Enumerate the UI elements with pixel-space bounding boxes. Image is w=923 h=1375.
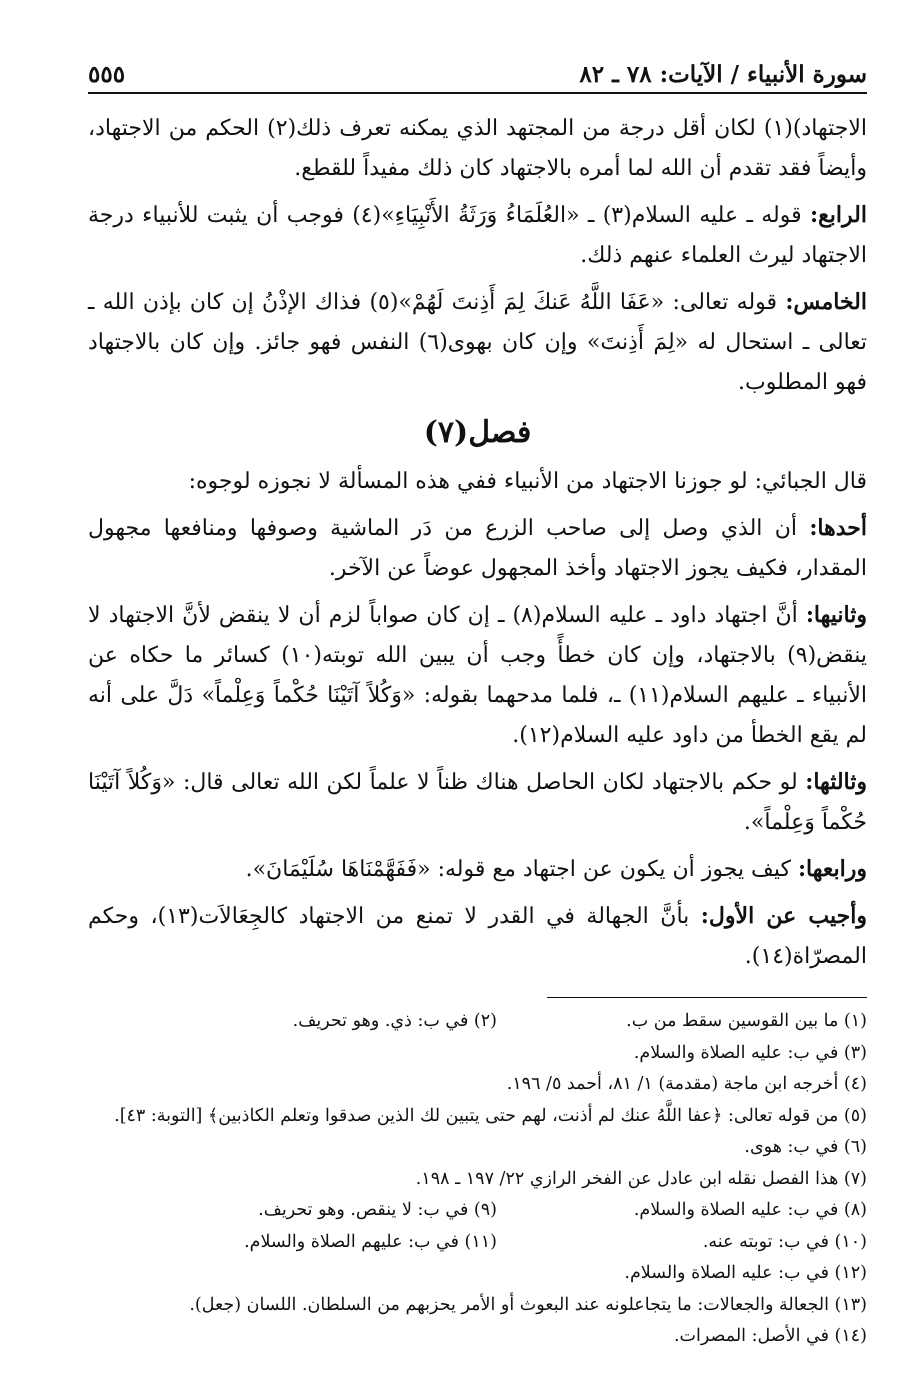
footnote-divider [547, 997, 867, 998]
footnote: (٣) في ب: عليه الصلاة والسلام. [633, 1042, 867, 1063]
main-text [88, 108, 867, 977]
paragraph [88, 508, 867, 589]
paragraph-text: أنَّ اجتهاد داود ـ عليه السلام(٨) ـ إن كان صواباً لزم أن لا ينقض لأنَّ الاجتهاد لا ينقض(٩) بالاجتهاد، وإن كان خطأً وجب أن يبين الله توبته(١٠) كسائر ما حكاه عن الأنبياء ـ عليهم السلام(١١) ـ، فلما مدحهما بقوله: «وَكُلاً آتَيْنَا حُكْماً وَعِلْماً» دَلَّ على أنه لم يقع الخطأ من داود عليه السلام(١٢). [88, 603, 867, 748]
paragraph-lead: ورابعها: [797, 856, 867, 882]
paragraph-text: بأنَّ الجهالة في القدر لا تمنع من الاجتهاد كالجِعَالاَت(١٣)، وحكم المصرّاة(١٤). [88, 904, 867, 969]
footnote-row [88, 1227, 867, 1259]
footnote: (٦) في ب: هوى. [744, 1137, 867, 1157]
paragraph-lead: الرابع: [809, 202, 867, 228]
footnote: (٥) من قوله تعالى: ﴿عفا اللَّهُ عنك لم أذنت، لهم حتى يتبين لك الذين صدقوا وتعلم الكاذبين﴾ [التوبة: ٤٣]. [114, 1105, 867, 1126]
footnote: (٢) في ب: ذي. وهو تحريف. [292, 1011, 497, 1031]
footnote: (٨) في ب: عليه الصلاة والسلام. [633, 1200, 867, 1220]
footnote: (١) ما بين القوسين سقط من ب. [626, 1011, 867, 1031]
paragraph [88, 195, 867, 276]
footnotes [88, 1006, 867, 1353]
footnote-row [88, 1069, 867, 1101]
footnote-row [88, 1164, 867, 1196]
header-title: سورة الأنبياء / الآيات: ٧٨ ـ ٨٢ [579, 61, 867, 88]
paragraph [88, 108, 867, 189]
footnote-row [88, 1006, 867, 1038]
footnote-row [88, 1195, 867, 1227]
footnote: (١٣) الجعالة والجعالات: ما يتجاعلونه عند البعوث أو الأمر يحزبهم من السلطان. اللسان (جعل). [189, 1294, 867, 1315]
paragraph-text: قوله ـ عليه السلام(٣) ـ «العُلَمَاءُ وَرَثَةُ الأَنْبِيَاءِ»(٤) فوجب أن يثبت للأنبياء درجة الاجتهاد ليرث العلماء عنهم ذلك. [88, 203, 867, 268]
paragraph [88, 595, 867, 756]
paragraph [88, 282, 867, 403]
paragraph-lead: وأجيب عن الأول: [700, 903, 867, 929]
footnote-row [88, 1321, 867, 1353]
paragraph-lead: أحدها: [809, 515, 867, 541]
running-header [88, 38, 867, 94]
paragraph-lead: وثانيها: [805, 602, 867, 628]
footnote: (٧) هذا الفصل نقله ابن عادل عن الفخر الرازي ٢٢/ ١٩٧ ـ ١٩٨. [415, 1168, 867, 1189]
paragraph [88, 849, 867, 890]
page-number: ٥٥٥ [88, 61, 126, 88]
paragraph-text: كيف يجوز أن يكون عن اجتهاد مع قوله: «فَفَهَّمْنَاهَا سُلَيْمَانَ». [245, 857, 798, 882]
paragraph-text: أن الذي وصل إلى صاحب الزرع من دَر الماشية وصوفها ومنافعها مجهول المقدار، فكيف يجوز الاجتهاد وأخذ المجهول عوضاً عن الآخر. [88, 516, 867, 581]
footnote: (١٤) في الأصل: المصرات. [673, 1326, 867, 1346]
section-heading: فصل(٧) [423, 415, 532, 450]
footnote: (١١) في ب: عليهم الصلاة والسلام. [244, 1231, 497, 1252]
footnote: (١٠) في ب: توبته عنه. [702, 1231, 867, 1252]
paragraph-lead: الخامس: [785, 289, 867, 315]
paragraph [88, 762, 867, 843]
footnote: (٩) في ب: لا ينقص. وهو تحريف. [258, 1200, 497, 1220]
paragraph [88, 896, 867, 977]
paragraph-text: قال الجبائي: لو جوزنا الاجتهاد من الأنبياء ففي هذه المسألة لا نجوزه لوجوه: [188, 469, 867, 494]
footnote-row [88, 1258, 867, 1290]
footnote-row [88, 1101, 867, 1133]
paragraph [88, 461, 867, 502]
footnote-row [88, 1132, 867, 1164]
paragraph-lead: وثالثها: [805, 769, 867, 795]
footnote-row [88, 1038, 867, 1070]
paragraph-text: الاجتهاد)(١) لكان أقل درجة من المجتهد الذي يمكنه تعرف ذلك(٢) الحكم من الاجتهاد، وأيضاً فقد تقدم أن الله لما أمره بالاجتهاد كان ذلك مفيداً للقطع. [88, 116, 867, 181]
paragraph-text: لو حكم بالاجتهاد لكان الحاصل هناك ظناً لا علماً لكن الله تعالى قال: «وَكُلاً آتَيْنَا حُكْماً وَعِلْماً». [88, 770, 867, 835]
paragraph-text: قوله تعالى: «عَفَا اللَّهُ عَنكَ لِمَ أَذِنتَ لَهُمْ»(٥) فذاك الإذْنُ إن كان بإذن الله ـ تعالى ـ استحال له «لِمَ أَذِنتَ» وإن كان بهوى(٦) النفس فهو جائز. وإن كان بالاجتهاد فهو المطلوب. [88, 290, 868, 395]
footnote: (٤) أخرجه ابن ماجة (مقدمة) ١/ ٨١، أحمد ٥/ ١٩٦. [506, 1074, 867, 1094]
book-page [88, 38, 867, 1345]
footnote: (١٢) في ب: عليه الصلاة والسلام. [624, 1263, 867, 1283]
footnote-row [88, 1290, 867, 1322]
